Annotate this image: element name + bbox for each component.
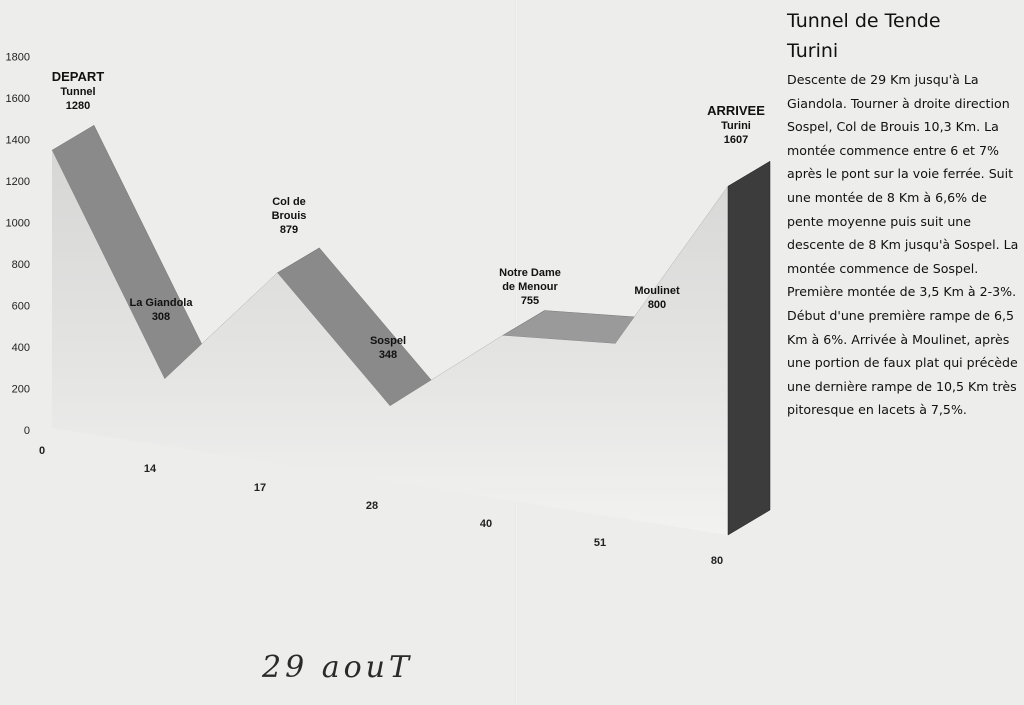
y-tick-label: 800 (11, 259, 30, 271)
point-label: 308 (151, 311, 171, 323)
point-label: 1607 (723, 134, 749, 146)
x-tick-label: 14 (143, 463, 157, 475)
x-tick-label: 51 (593, 537, 607, 549)
y-tick-label: 1800 (5, 51, 30, 64)
y-tick-label: 1200 (5, 176, 30, 188)
y-tick-label: 0 (23, 425, 30, 437)
point-label: Turini (721, 120, 751, 132)
route-description: Descente de 29 Km jusqu'à La Giandola. Tourner à droite direction Sospel, Col de Brouis 10,3 Km. La montée commence entre 6 et 7% après le pont sur la voie ferrée. Suit une montée de 8 Km à 6,6% de pente moyenne puis suit une descente de 8 Km jusqu'à Sospel. La montée commence de Sospel. Première montée de 3,5 Km à 2-3%. Début d'une première rampe de 6,5 Km à 6%. Arrivée à Moulinet, après une portion de faux plat qui précède une dernière rampe de 10,5 Km très pitoresque en lacets à 7,5%. (787, 72, 1019, 418)
point-label: Tunnel (60, 86, 96, 98)
x-tick-label: 28 (365, 500, 379, 512)
y-tick-label: 1000 (5, 217, 30, 230)
y-tick-label: 1400 (5, 134, 30, 147)
handwritten-date: 29 aouT (262, 650, 413, 685)
route-subtitle: Turini (787, 40, 839, 62)
y-tick-label: 400 (11, 342, 30, 354)
point-label: Notre Dame (499, 267, 561, 279)
y-axis (6, 52, 30, 438)
point-label: 800 (647, 299, 667, 311)
point-label: ARRIVEE (707, 103, 765, 118)
route-description-panel (787, 6, 1019, 422)
x-tick-label: 80 (710, 555, 724, 567)
route-title: Tunnel de Tende (787, 10, 941, 32)
point-label: Moulinet (634, 285, 680, 297)
x-tick-label: 0 (38, 445, 46, 457)
y-tick-label: 600 (11, 300, 30, 313)
point-label: de Menour (502, 281, 558, 293)
y-tick-label: 1600 (5, 93, 30, 105)
point-label: La Giandola (129, 297, 193, 309)
point-label: Sospel (369, 335, 407, 347)
point-label: 755 (520, 295, 540, 307)
x-tick-label: 40 (479, 518, 493, 530)
point-label: 1280 (65, 100, 91, 112)
point-label: Col de (272, 196, 306, 208)
point-label: DEPART (51, 69, 105, 84)
y-tick-label: 200 (11, 383, 30, 396)
point-label: Brouis (271, 210, 307, 222)
profile-end-face (728, 161, 770, 535)
point-label: 348 (378, 349, 398, 361)
x-tick-label: 17 (253, 482, 267, 494)
point-label: 879 (279, 224, 299, 236)
profile-faces (52, 125, 770, 535)
